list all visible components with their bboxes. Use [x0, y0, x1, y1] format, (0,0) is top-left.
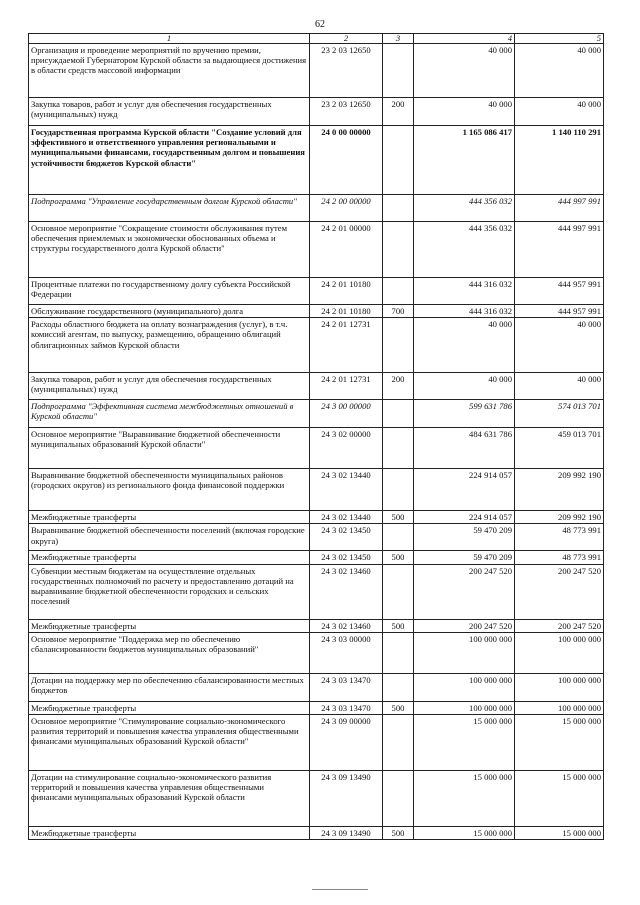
row-value-col5: 48 773 991 [515, 551, 604, 564]
row-code: 24 3 09 13490 [310, 771, 383, 827]
row-value-col5: 459 013 701 [515, 428, 604, 469]
row-value-col5: 15 000 000 [515, 827, 604, 840]
row-name: Межбюджетные трансферты [29, 511, 310, 524]
row-value-col4: 40 000 [414, 318, 515, 373]
row-value-col5: 48 773 991 [515, 524, 604, 551]
row-value-col5: 1 140 110 291 [515, 126, 604, 195]
row-name: Субвенции местным бюджетам на осуществление отдельных государственных полномочий по расчету и предоставлению дотаций на выравнивание бюджетной обеспеченности городских и сельских поселений [29, 564, 310, 619]
table-body [29, 44, 604, 840]
table-row [29, 373, 604, 400]
row-value-col5: 40 000 [515, 98, 604, 126]
row-expense-type: 500 [383, 701, 414, 714]
table-row [29, 564, 604, 619]
row-value-col4: 1 165 086 417 [414, 126, 515, 195]
table-row [29, 524, 604, 551]
table-row [29, 771, 604, 827]
table-row [29, 511, 604, 524]
row-code: 24 3 02 13440 [310, 511, 383, 524]
row-expense-type: 500 [383, 551, 414, 564]
row-code: 24 3 02 00000 [310, 428, 383, 469]
row-value-col5: 100 000 000 [515, 701, 604, 714]
row-code: 23 2 03 12650 [310, 98, 383, 126]
row-name: Подпрограмма "Эффективная система межбюджетных отношений в Курской области" [29, 400, 310, 428]
row-name: Государственная программа Курской области "Создание условий для эффективного и ответственного управления региональными и муниципальными финансами, государственным долгом и повышения устойчивости бюджетов Курской области" [29, 126, 310, 195]
row-value-col4: 40 000 [414, 373, 515, 400]
row-value-col4: 224 914 057 [414, 469, 515, 511]
row-expense-type [383, 524, 414, 551]
row-code: 24 2 00 00000 [310, 195, 383, 222]
row-code: 24 2 01 10180 [310, 305, 383, 318]
row-name: Выравнивание бюджетной обеспеченности муниципальных районов (городских округов) из регионального фонда финансовой поддержки [29, 469, 310, 511]
row-value-col4: 59 470 209 [414, 551, 515, 564]
row-name: Процентные платежи по государственному долгу субъекта Российской Федерации [29, 278, 310, 305]
row-code: 24 3 03 00000 [310, 632, 383, 673]
row-expense-type [383, 222, 414, 278]
row-value-col5: 40 000 [515, 44, 604, 98]
row-value-col4: 224 914 057 [414, 511, 515, 524]
table-row [29, 551, 604, 564]
row-expense-type [383, 771, 414, 827]
row-code: 24 3 03 13470 [310, 701, 383, 714]
row-value-col4: 444 356 032 [414, 195, 515, 222]
row-value-col5: 200 247 520 [515, 564, 604, 619]
row-code: 24 3 02 13440 [310, 469, 383, 511]
row-name: Межбюджетные трансферты [29, 701, 310, 714]
table-row [29, 126, 604, 195]
row-name: Основное мероприятие "Поддержка мер по обеспечению сбалансированности бюджетов муниципальных образований" [29, 632, 310, 673]
row-value-col4: 100 000 000 [414, 701, 515, 714]
row-expense-type [383, 715, 414, 771]
row-value-col5: 444 997 991 [515, 195, 604, 222]
row-code: 24 3 03 13470 [310, 673, 383, 701]
row-expense-type [383, 318, 414, 373]
table-row [29, 44, 604, 98]
row-code: 24 2 01 12731 [310, 318, 383, 373]
row-code: 24 3 02 13460 [310, 619, 383, 632]
table-row [29, 619, 604, 632]
table-header-row [29, 34, 604, 44]
row-expense-type: 200 [383, 98, 414, 126]
row-name: Выравнивание бюджетной обеспеченности поселений (включая городские округа) [29, 524, 310, 551]
row-expense-type [383, 400, 414, 428]
row-name: Основное мероприятие "Выравнивание бюджетной обеспеченности муниципальных образований Курской области" [29, 428, 310, 469]
row-value-col5: 40 000 [515, 373, 604, 400]
row-value-col4: 40 000 [414, 44, 515, 98]
row-value-col5: 200 247 520 [515, 619, 604, 632]
row-value-col5: 100 000 000 [515, 673, 604, 701]
row-code: 24 0 00 00000 [310, 126, 383, 195]
table-row [29, 428, 604, 469]
row-value-col5: 40 000 [515, 318, 604, 373]
budget-table [28, 33, 604, 840]
row-value-col4: 484 631 786 [414, 428, 515, 469]
row-expense-type: 500 [383, 827, 414, 840]
row-value-col4: 100 000 000 [414, 632, 515, 673]
row-code: 24 2 01 12731 [310, 373, 383, 400]
row-expense-type [383, 469, 414, 511]
table-row [29, 222, 604, 278]
row-expense-type [383, 564, 414, 619]
row-value-col4: 444 316 032 [414, 278, 515, 305]
row-expense-type: 500 [383, 511, 414, 524]
header-col-4: 4 [414, 34, 515, 44]
row-name: Межбюджетные трансферты [29, 827, 310, 840]
row-name: Закупка товаров, работ и услуг для обеспечения государственных (муниципальных) нужд [29, 98, 310, 126]
row-name: Обслуживание государственного (муниципального) долга [29, 305, 310, 318]
table-row [29, 673, 604, 701]
header-col-1: 1 [29, 34, 310, 44]
table-row [29, 701, 604, 714]
row-value-col4: 40 000 [414, 98, 515, 126]
row-expense-type [383, 428, 414, 469]
row-name: Организация и проведение мероприятий по вручению премии, присуждаемой Губернатором Курской области за выдающиеся достижения в области средств массовой информации [29, 44, 310, 98]
row-code: 24 3 09 00000 [310, 715, 383, 771]
footer-rule [312, 889, 368, 890]
row-name: Закупка товаров, работ и услуг для обеспечения государственных (муниципальных) нужд [29, 373, 310, 400]
row-name: Основное мероприятие "Стимулирование социально-экономического развития территорий и повышения качества управления общественными финансами муниципальных образований Курской области" [29, 715, 310, 771]
table-row [29, 98, 604, 126]
header-col-2: 2 [310, 34, 383, 44]
table-row [29, 400, 604, 428]
row-code: 24 3 00 00000 [310, 400, 383, 428]
row-name: Дотации на поддержку мер по обеспечению сбалансированности местных бюджетов [29, 673, 310, 701]
row-value-col5: 209 992 190 [515, 511, 604, 524]
row-code: 23 2 03 12650 [310, 44, 383, 98]
table-row [29, 632, 604, 673]
header-col-3: 3 [383, 34, 414, 44]
row-name: Подпрограмма "Управление государственным долгом Курской области" [29, 195, 310, 222]
row-value-col5: 444 957 991 [515, 278, 604, 305]
row-expense-type: 500 [383, 619, 414, 632]
row-code: 24 3 09 13490 [310, 827, 383, 840]
row-expense-type [383, 195, 414, 222]
table-row [29, 469, 604, 511]
page-number: 62 [315, 19, 325, 30]
row-value-col4: 200 247 520 [414, 564, 515, 619]
row-code: 24 3 02 13450 [310, 524, 383, 551]
header-col-5: 5 [515, 34, 604, 44]
row-code: 24 2 01 00000 [310, 222, 383, 278]
row-expense-type [383, 278, 414, 305]
table-row [29, 195, 604, 222]
row-value-col4: 200 247 520 [414, 619, 515, 632]
row-value-col4: 444 316 032 [414, 305, 515, 318]
row-value-col4: 100 000 000 [414, 673, 515, 701]
row-name: Основное мероприятие "Сокращение стоимости обслуживания путем обеспечения приемлемых и экономически обоснованных объема и структуры государственного долга Курской области" [29, 222, 310, 278]
row-expense-type: 700 [383, 305, 414, 318]
table-row [29, 305, 604, 318]
row-value-col5: 15 000 000 [515, 771, 604, 827]
row-value-col5: 209 992 190 [515, 469, 604, 511]
table-row [29, 827, 604, 840]
table-row [29, 715, 604, 771]
row-name: Расходы областного бюджета на оплату вознаграждения (услуг), в т.ч. комиссий агентам, по выпуску, размещению, обращению облигаций облигационных займов Курской области [29, 318, 310, 373]
row-value-col5: 574 013 701 [515, 400, 604, 428]
row-code: 24 2 01 10180 [310, 278, 383, 305]
row-expense-type [383, 632, 414, 673]
row-value-col4: 444 356 032 [414, 222, 515, 278]
row-value-col4: 599 631 786 [414, 400, 515, 428]
row-expense-type [383, 673, 414, 701]
row-code: 24 3 02 13460 [310, 564, 383, 619]
row-value-col5: 15 000 000 [515, 715, 604, 771]
row-code: 24 3 02 13450 [310, 551, 383, 564]
table-row [29, 278, 604, 305]
row-name: Межбюджетные трансферты [29, 551, 310, 564]
row-value-col4: 15 000 000 [414, 827, 515, 840]
row-expense-type [383, 126, 414, 195]
row-value-col4: 59 470 209 [414, 524, 515, 551]
row-name: Дотации на стимулирование социально-экономического развития территорий и повышения качества управления общественными финансами муниципальных образований Курской области [29, 771, 310, 827]
row-value-col5: 444 957 991 [515, 305, 604, 318]
row-value-col4: 15 000 000 [414, 715, 515, 771]
row-expense-type [383, 44, 414, 98]
row-name: Межбюджетные трансферты [29, 619, 310, 632]
row-value-col4: 15 000 000 [414, 771, 515, 827]
row-value-col5: 444 997 991 [515, 222, 604, 278]
row-value-col5: 100 000 000 [515, 632, 604, 673]
table-row [29, 318, 604, 373]
row-expense-type: 200 [383, 373, 414, 400]
